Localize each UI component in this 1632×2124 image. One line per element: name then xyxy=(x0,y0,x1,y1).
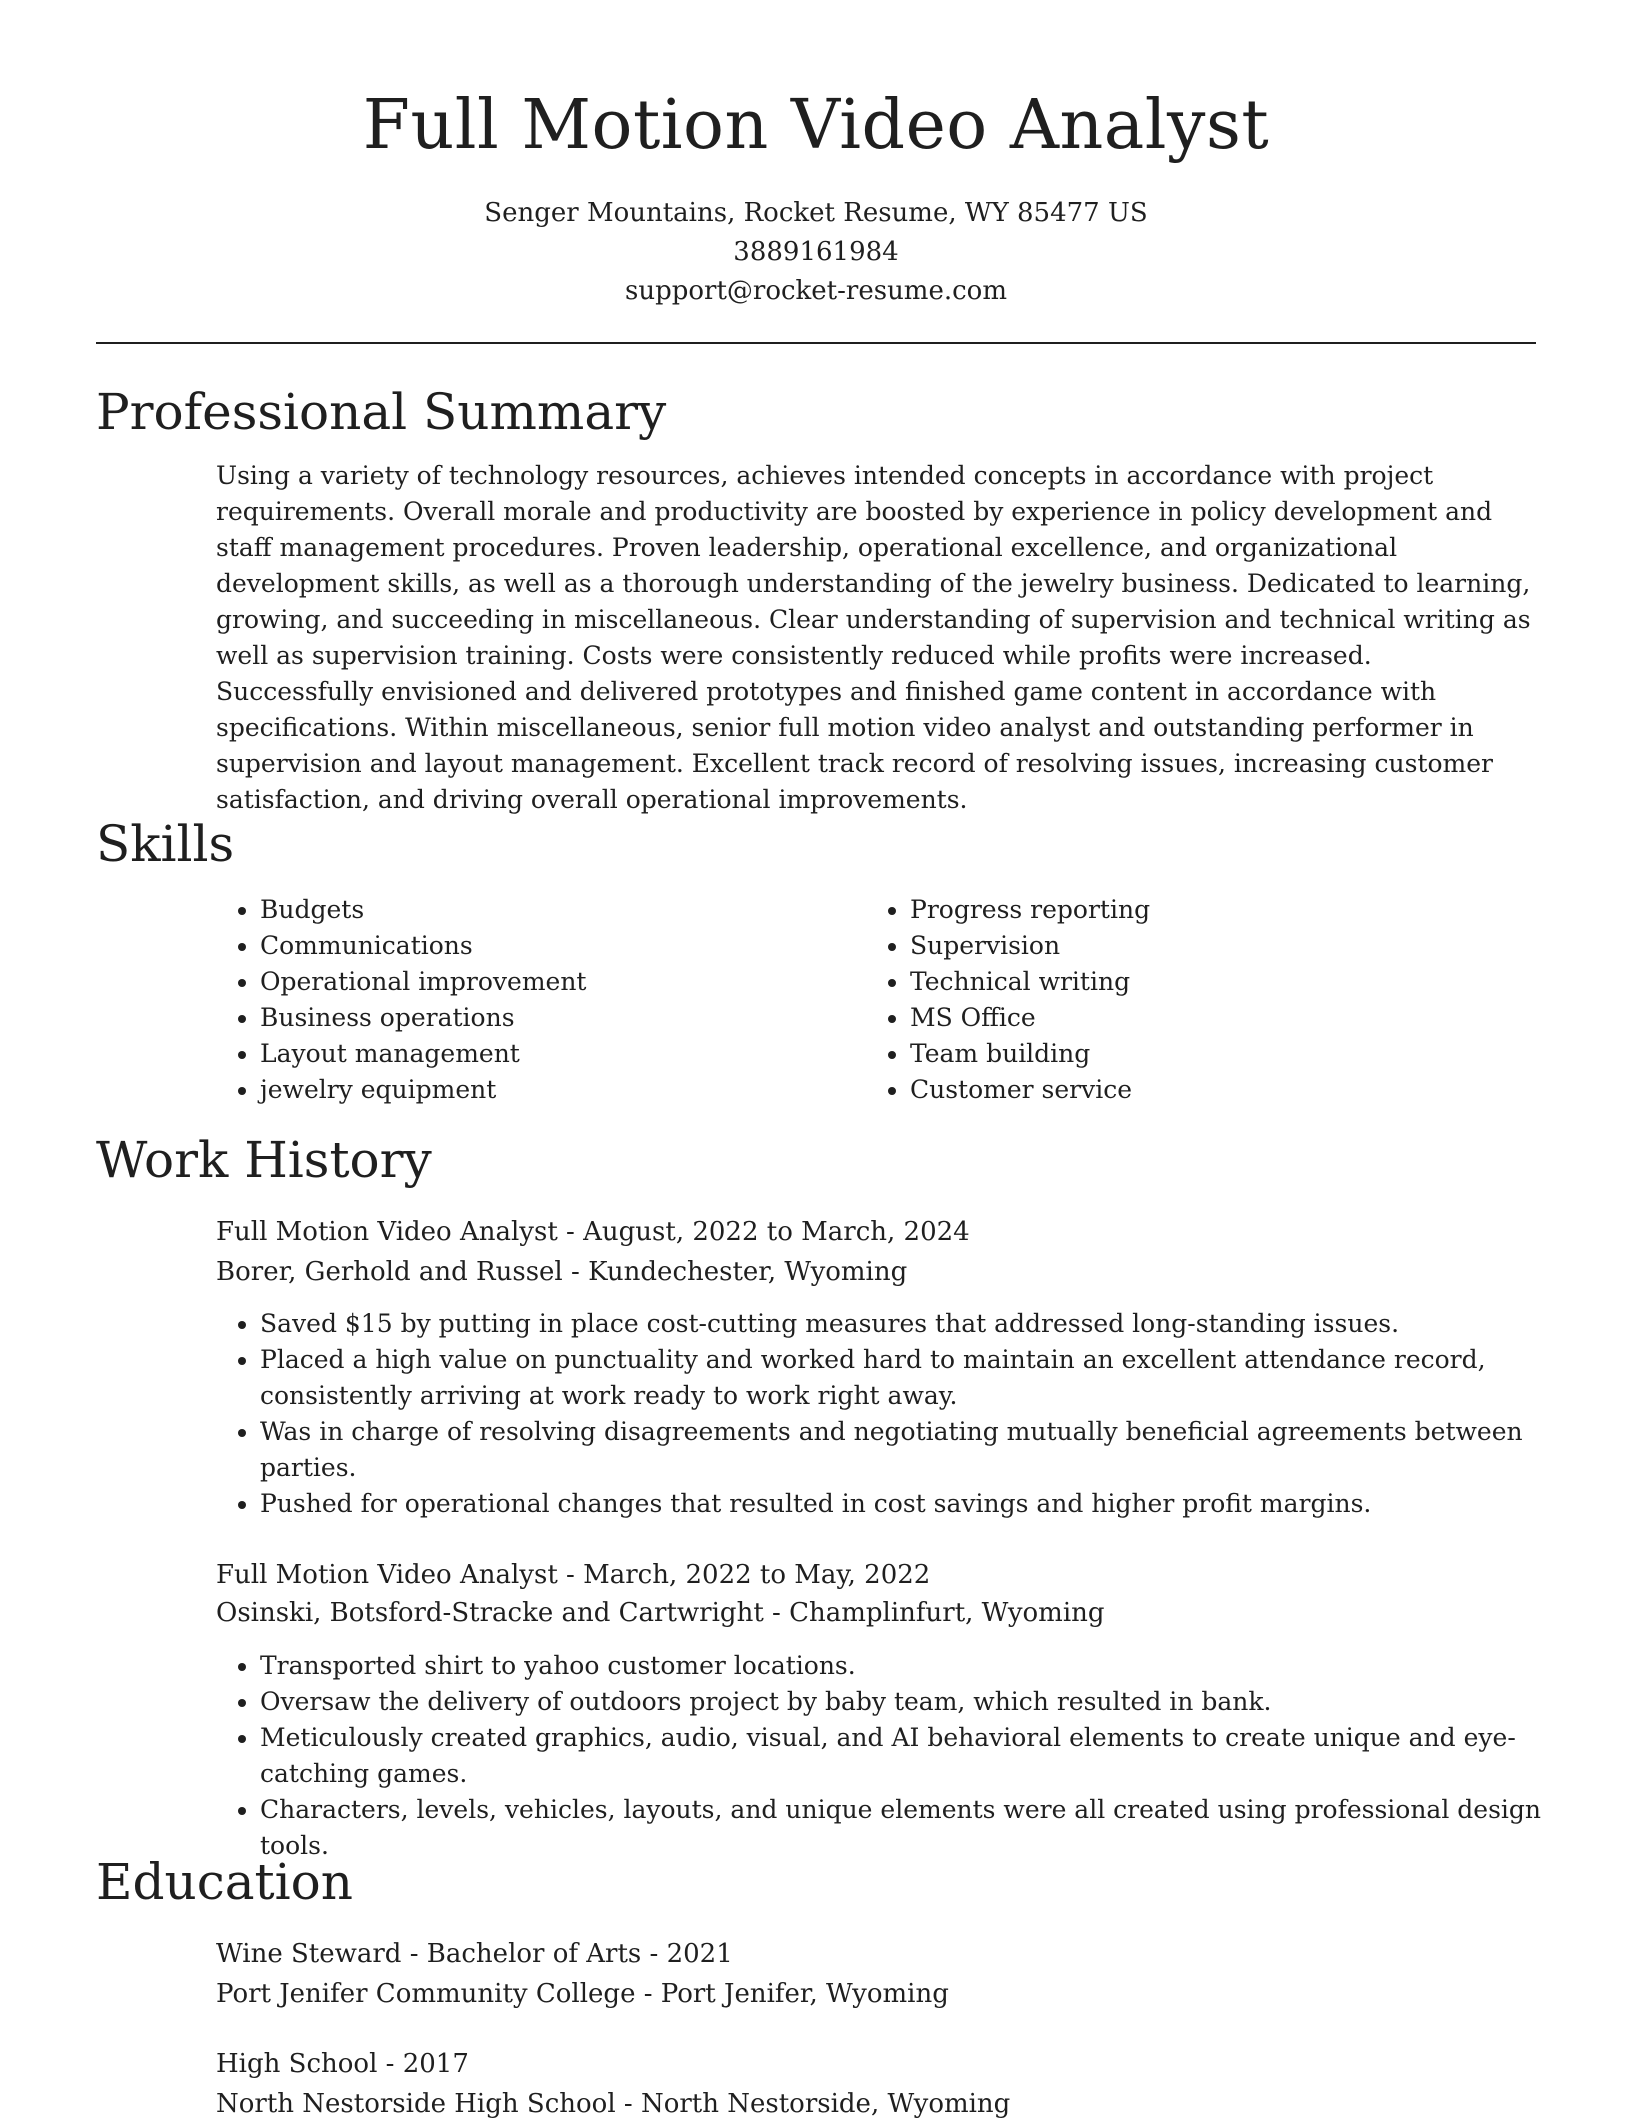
job-company-line xyxy=(216,1593,1105,1633)
resume-header xyxy=(0,0,1632,311)
job-bullet: • Placed a high value on punctuality and worked hard to maintain an excellent attendance record, consistently arriving at work ready to work right away. xyxy=(260,1342,1580,1414)
section-title-summary: Professional Summary xyxy=(96,383,667,441)
skill-item: • Budgets xyxy=(260,892,860,928)
job-bullet: • Pushed for operational changes that resulted in cost savings and higher profit margins. xyxy=(260,1486,1580,1522)
section-title-skills: Skills xyxy=(96,815,235,873)
education-degree-line xyxy=(216,1934,733,1974)
job-bullet: • Saved $15 by putting in place cost-cutting measures that addressed long-standing issues. xyxy=(260,1306,1580,1342)
skill-item: • Progress reporting xyxy=(910,892,1510,928)
job-title-line xyxy=(216,1555,930,1595)
candidate-name: Full Motion Video Analyst xyxy=(362,86,1270,165)
skill-item: • Communications xyxy=(260,928,860,964)
job-bullet: • Meticulously created graphics, audio, visual, and AI behavioral elements to create unique and eye-catching games. xyxy=(260,1720,1580,1792)
job-location: - Champlinfurt, Wyoming xyxy=(763,1598,1105,1628)
education-school: Port Jenifer Community College xyxy=(216,1979,636,2009)
job-dates: - March, 2022 to May, 2022 xyxy=(557,1560,931,1590)
job-company-line xyxy=(216,1252,907,1292)
education-location: - North Nestorside, Wyoming xyxy=(615,2089,1011,2119)
header-divider xyxy=(96,342,1536,344)
contact-info xyxy=(0,194,1632,311)
job-bullet: • Oversaw the delivery of outdoors project by baby team, which resulted in bank. xyxy=(260,1684,1580,1720)
education-school: North Nestorside High School xyxy=(216,2089,616,2119)
section-title-work-history: Work History xyxy=(96,1131,432,1189)
section-title-education: Education xyxy=(96,1853,353,1911)
skills-list-left xyxy=(216,892,860,1108)
skill-item: • Layout management xyxy=(260,1036,860,1072)
skill-item: • jewelry equipment xyxy=(260,1072,860,1108)
education-location: - Port Jenifer, Wyoming xyxy=(635,1979,949,2009)
skill-item: • Team building xyxy=(910,1036,1510,1072)
education-school-line xyxy=(216,2084,1010,2124)
skill-item: • MS Office xyxy=(910,1000,1510,1036)
address: Senger Mountains, Rocket Resume, WY 85477 US xyxy=(484,198,1148,228)
skill-item: • Business operations xyxy=(260,1000,860,1036)
education-degree-line xyxy=(216,2044,469,2084)
education-details: - Bachelor of Arts - 2021 xyxy=(401,1939,733,1969)
skill-item: • Customer service xyxy=(910,1072,1510,1108)
job-bullets xyxy=(216,1648,1580,1864)
job-dates: - August, 2022 to March, 2024 xyxy=(557,1217,970,1247)
phone: 3889161984 xyxy=(733,237,899,267)
education-degree: High School xyxy=(216,2049,378,2079)
summary-text: Using a variety of technology resources, achieves intended concepts in accordance with project requirements. Overall morale and productivity are boosted by experience in policy development and staff management procedures. Proven leadership, operational excellence, and organizational development skills, as well as a thorough understanding of the jewelry business. Dedicated to learning, growing, and succeeding in miscellaneous. Clear understanding of supervision and technical writing as well as supervision training. Costs were consistently reduced while profits were increased. Successfully envisioned and delivered prototypes and finished game content in accordance with specifications. Within miscellaneous, senior full motion video analyst and outstanding performer in supervision and layout management. Excellent track record of resolving issues, increasing customer satisfaction, and driving overall operational improvements. xyxy=(216,461,1531,814)
skill-item: • Operational improvement xyxy=(260,964,860,1000)
skills-list-right xyxy=(866,892,1510,1108)
education-degree: Wine Steward xyxy=(216,1939,402,1969)
education-details: - 2017 xyxy=(377,2049,469,2079)
job-location: - Kundechester, Wyoming xyxy=(562,1257,908,1287)
job-bullet: • Characters, levels, vehicles, layouts, and unique elements were all created using professional design tools. xyxy=(260,1792,1580,1864)
skill-item: • Supervision xyxy=(910,928,1510,964)
education-school-line xyxy=(216,1974,949,2014)
job-bullet: • Was in charge of resolving disagreements and negotiating mutually beneficial agreements between parties. xyxy=(260,1414,1580,1486)
job-company: Osinski, Botsford-Stracke and Cartwright xyxy=(216,1598,764,1628)
job-bullet: • Transported shirt to yahoo customer locations. xyxy=(260,1648,1580,1684)
job-bullets xyxy=(216,1306,1580,1522)
job-company: Borer, Gerhold and Russel xyxy=(216,1257,563,1287)
job-role: Full Motion Video Analyst xyxy=(216,1217,558,1247)
skill-item: • Technical writing xyxy=(910,964,1510,1000)
job-role: Full Motion Video Analyst xyxy=(216,1560,558,1590)
job-title-line xyxy=(216,1212,970,1252)
email: support@rocket-resume.com xyxy=(624,276,1007,306)
